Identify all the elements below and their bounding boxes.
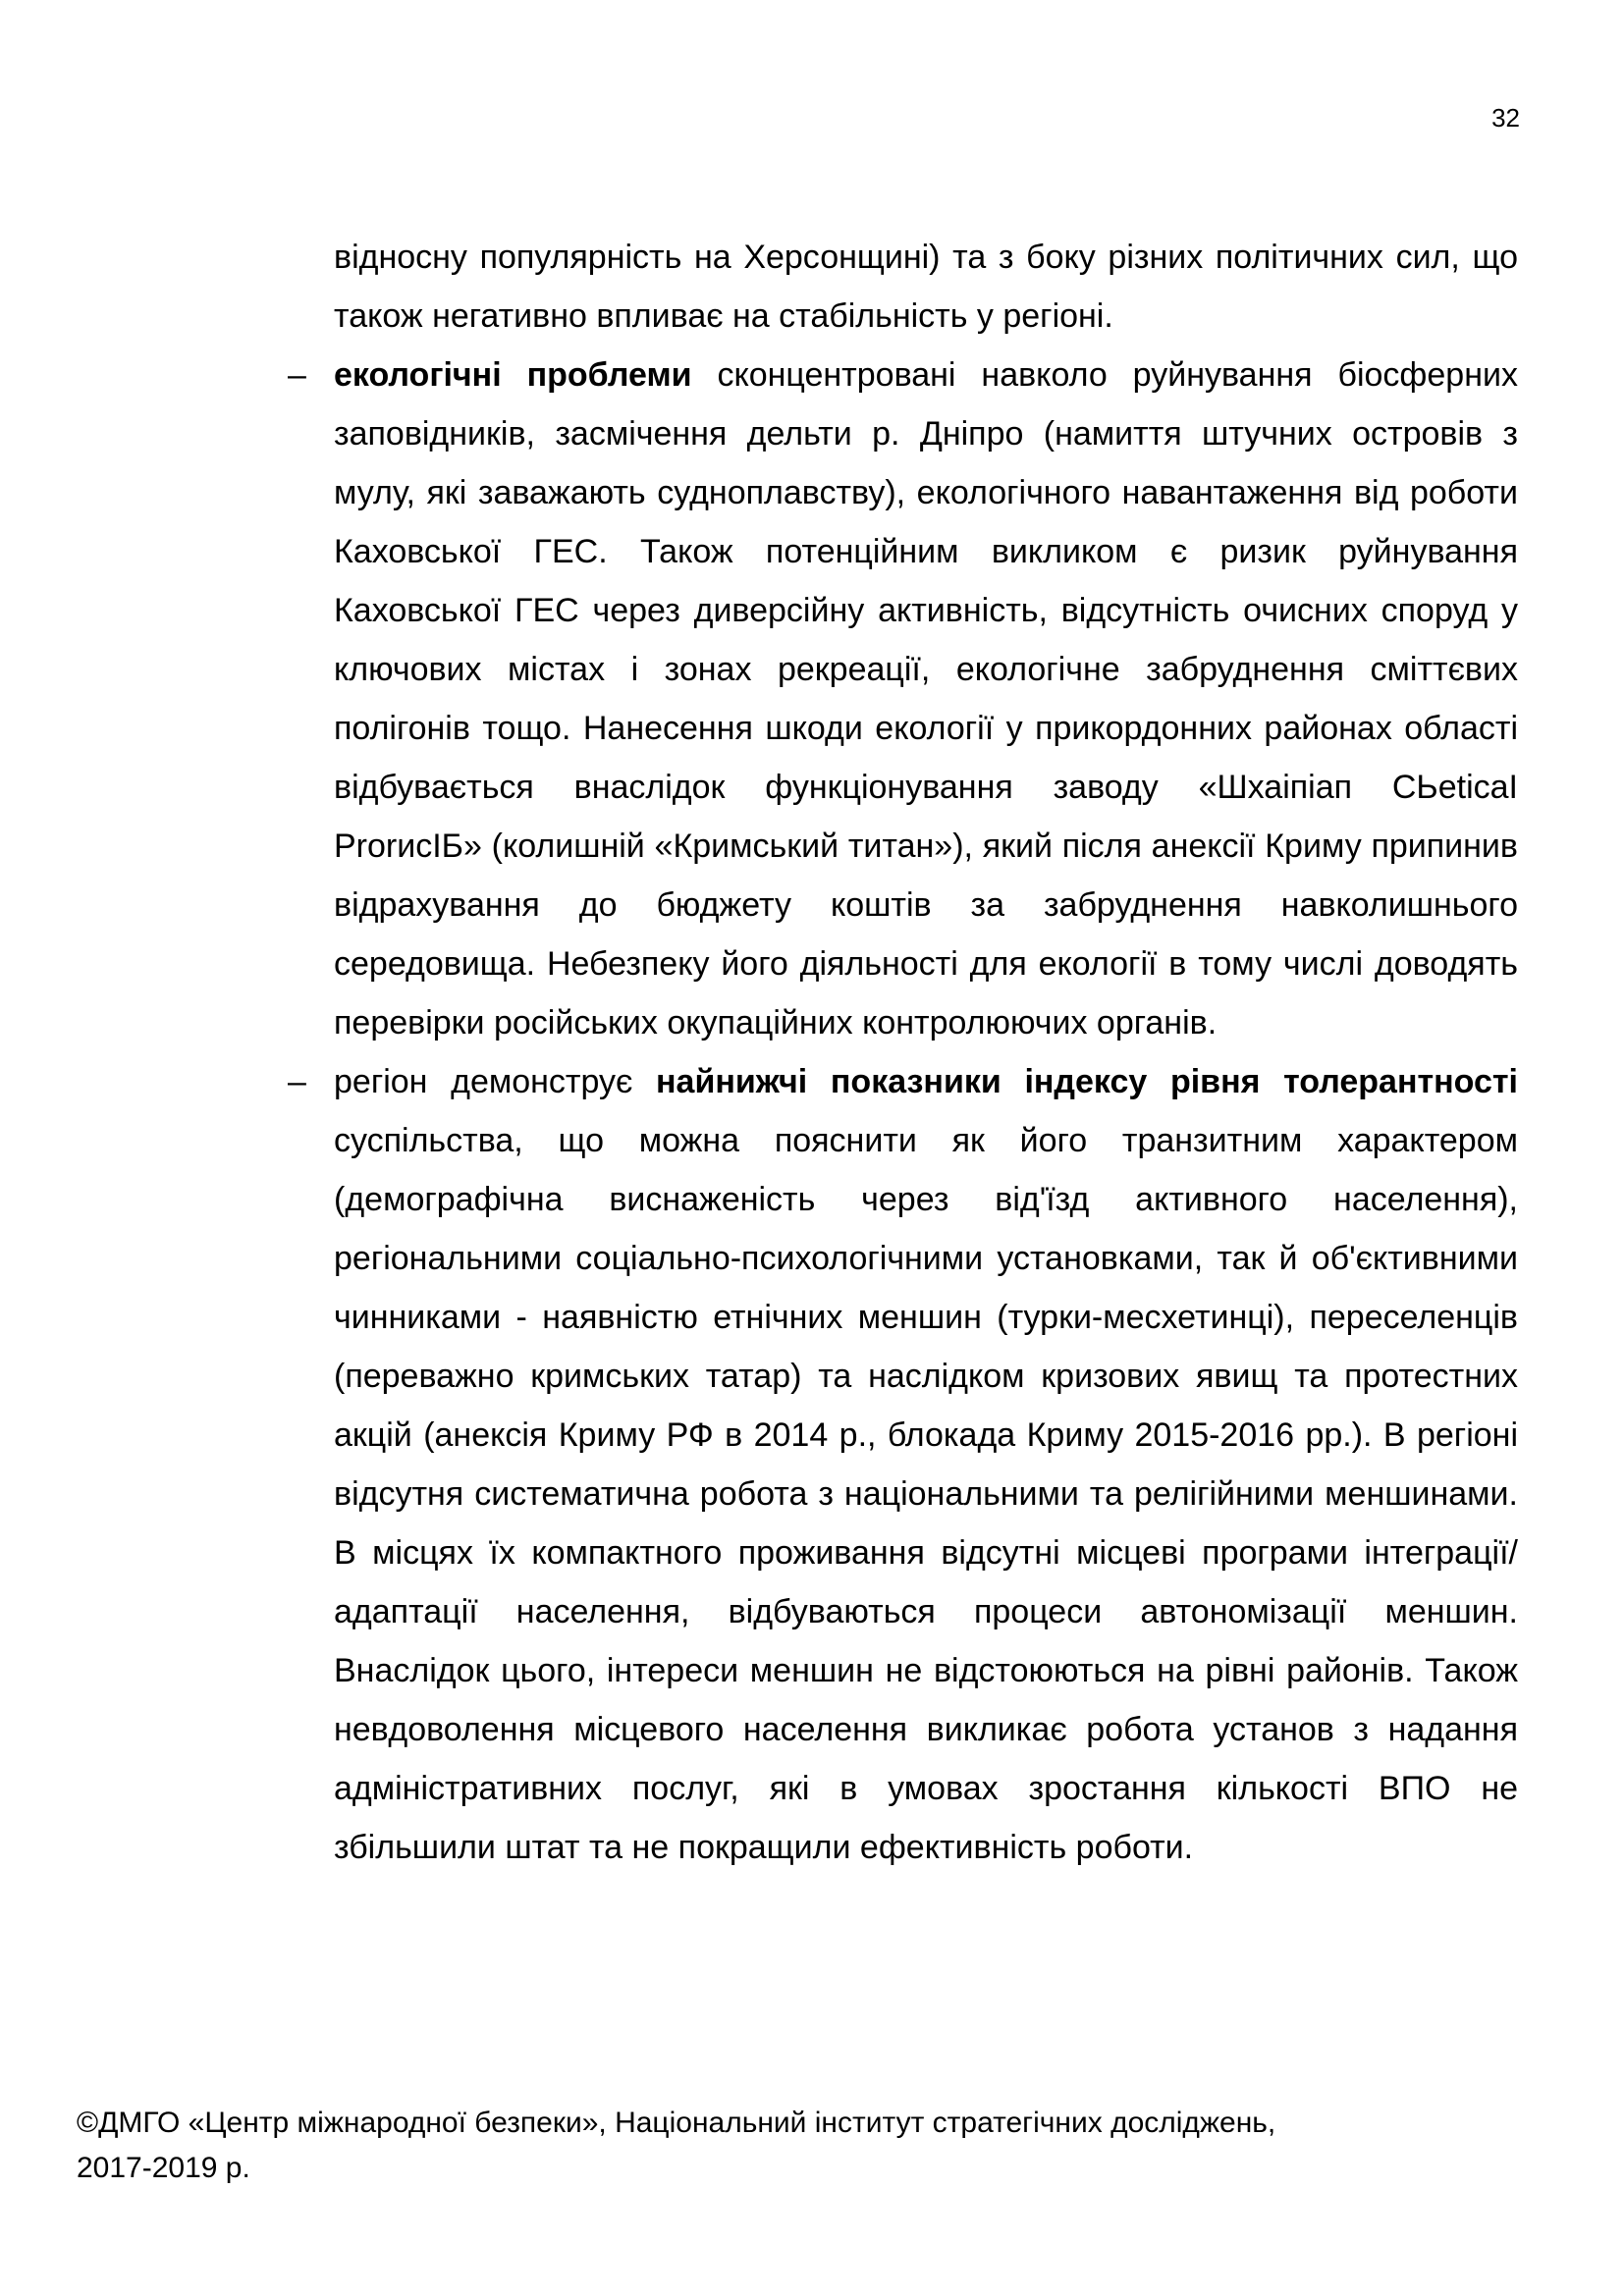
bullet-bold-term: найнижчі показники індексу рівня толерантності <box>656 1063 1518 1100</box>
bullet-list <box>0 346 1624 1877</box>
bullet-item-ecology <box>0 346 1624 1052</box>
bullet-body-text: сконцентровані навколо руйнування біосферних заповідників, засмічення дельти р. Дніпро (намиття штучних островів з мулу, які заважають судноплавству), екологічного навантаження від роботи Каховської ГЕС. Також потенційним викликом є ризик руйнування Каховської ГЕС через диверсійну активність, відсутність очисних споруд у ключових містах і зонах рекреації, екологічне забруднення сміттєвих полігонів тощо. Нанесення шкоди екології у прикордонних районах області відбувається внаслідок функціонування заводу «Шхаіпіап СЬеticaI PrоrиcIБ» (колишній «Кримський титан»), який після анексії Криму припинив відрахування до бюджету коштів за забруднення навколишнього середовища. Небезпеку його діяльності для екології в тому числі доводять перевірки російських окупаційних контролюючих органів. <box>334 356 1518 1041</box>
bullet-text-tolerance <box>334 1052 1518 1877</box>
bullet-lead-text: регіон демонструє <box>334 1063 657 1100</box>
bullet-body-text: суспільства, що можна пояснити як його транзитним характером (демографічна виснаженість через від'їзд активного населення), регіональними соціально-психологічними установками, так й об'єктивними чинниками - наявністю етнічних меншин (турки-месхетинці), переселенців (переважно кримських татар) та наслідком кризових явищ та протестних акцій (анексія Криму РФ в 2014 р., блокада Криму 2015-2016 рр.). В регіоні відсутня систематична робота з національними та релігійними меншинами. В місцях їх компактного проживання відсутні місцеві програми інтеграції/адаптації населення, відбуваються процеси автономізації меншин. Внаслідок цього, інтереси меншин не відстоюються на рівні районів. Також невдоволення місцевого населення викликає робота установ з надання адміністративних послуг, які в умовах зростання кількості ВПО не збільшили штат та не покращили ефективність роботи. <box>334 1122 1518 1866</box>
bullet-bold-term: екологічні проблеми <box>334 356 692 394</box>
footer-copyright <box>77 2101 1549 2191</box>
dash-bullet-icon: – <box>288 356 306 394</box>
footer-line-1: ©ДМГО «Центр міжнародної безпеки», Національний інститут стратегічних досліджень, <box>77 2107 1276 2139</box>
bullet-text-ecology <box>334 346 1518 1052</box>
continuation-paragraph: відносну популярність на Херсонщині) та з боку різних політичних сил, що також негативно впливає на стабільність у регіоні. <box>334 239 1518 335</box>
dash-bullet-icon: – <box>288 1063 306 1100</box>
footer-line-2: 2017-2019 р. <box>77 2152 250 2184</box>
bullet-item-tolerance <box>0 1052 1624 1877</box>
page-number: 32 <box>1491 103 1520 133</box>
